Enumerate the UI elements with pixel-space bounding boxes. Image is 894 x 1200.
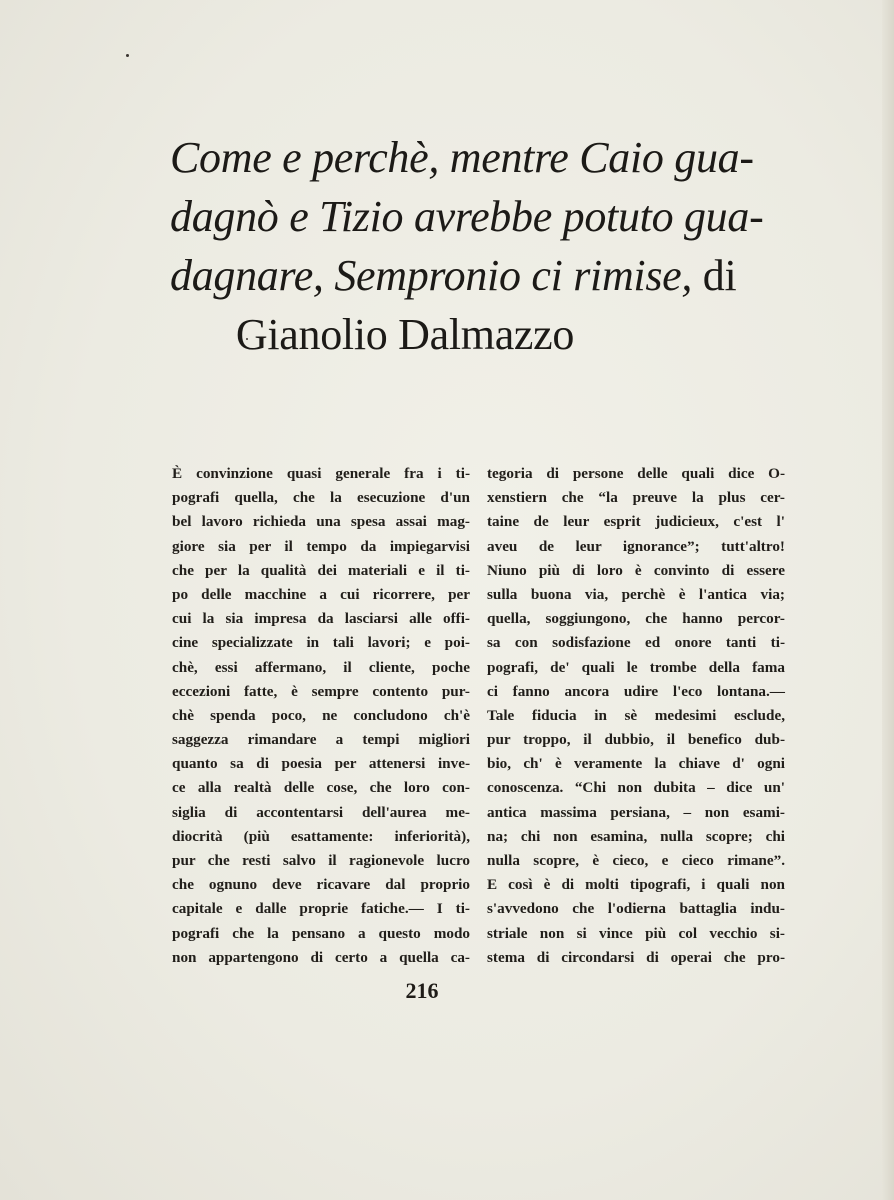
text-line: chè, essi affermano, il cliente, poche [172,658,470,676]
title-line: dagnò e Tizio avrebbe potuto gua- [170,192,764,241]
text-line: aveu de leur ignorance”; tutt'altro! [487,537,785,555]
text-line: sa con sodisfazione ed onore tanti ti- [487,634,785,652]
text-line: giore sia per il tempo da impiegarvisi [172,537,470,555]
title-line [170,246,790,305]
text-line: s'avvedono che l'odierna battaglia indu- [487,900,785,918]
text-line: capitale e dalle proprie fatiche.— I ti- [172,900,470,918]
text-line: Niuno più di loro è convinto di essere [487,561,785,579]
text-line: pur troppo, il dubbio, il benefico dub- [487,731,785,749]
ink-speck [126,54,129,57]
text-line: tegoria di persone delle quali dice O- [487,465,785,482]
text-line: che ognuno deve ricavare dal proprio [172,876,470,894]
text-line: xenstiern che “la preuve la plus cer- [487,489,785,507]
text-line: striale non si vince più col vecchio si- [487,924,785,942]
text-line: È convinzione quasi generale fra i ti- [172,465,470,482]
author-name: Gianolio Dalmazzo [235,310,575,359]
title-line-text: dagnare, Sempronio ci rimise, [170,251,693,300]
text-line: cui la sia impresa da lasciarsi alle offi- [172,610,470,628]
title-line: Come e perchè, mentre Caio gua- [170,133,754,182]
page-number: 216 [405,978,439,1003]
text-line: ci fanno ancora udire l'eco lontana.— [487,682,785,700]
text-line: Tale fiducia in sè medesimi esclude, [487,706,785,724]
text-line: antica massima persiana, – non esami- [487,803,785,821]
text-line: diocrità (più esattamente: inferiorità), [172,827,470,845]
article-title [170,128,790,364]
text-line: pografi, de' quali le trombe della fama [487,658,785,676]
text-line: eccezioni fatte, è sempre contento pur- [172,682,470,700]
text-line: saggezza rimandare a tempi migliori [172,731,470,749]
text-line: cine specializzate in tali lavori; e poi- [172,634,470,652]
text-line: quanto sa di poesia per attenersi inve- [172,755,470,773]
title-di: di [702,251,737,300]
text-line: che per la qualità dei materiali e il ti- [172,561,470,579]
text-line: chè spenda poco, ne concludono ch'è [172,706,470,724]
text-line: ce alla realtà delle cose, che loro con- [172,779,470,797]
text-line: bio, ch' è veramente la chiave d' ogni [487,755,785,773]
text-line: E così è di molti tipografi, i quali non [487,876,785,894]
text-line: siglia di accontentarsi dell'aurea me- [172,803,470,821]
text-line: non appartengono di certo a quella ca- [172,948,470,966]
text-line: pur che resti salvo il ragionevole lucro [172,852,470,869]
text-line: pografi che la pensano a questo modo [172,924,470,942]
text-line: bel lavoro richieda una spesa assai mag- [172,513,470,531]
page-edge [882,0,894,1200]
text-line: pografi quella, che la esecuzione d'un [172,489,470,507]
right-column [487,462,785,970]
text-line: conoscenza. “Chi non dubita – dice un' [487,779,785,797]
text-line: stema di circondarsi di operai che pro- [487,948,785,966]
text-line: nulla scopre, è cieco, e cieco rimane”. [487,852,785,869]
text-line: na; chi non esamina, nulla scopre; chi [487,827,785,845]
text-line: taine de leur esprit judicieux, c'est l' [487,513,785,531]
left-column [172,462,470,970]
text-line: sulla buona via, perchè è l'antica via; [487,585,785,603]
text-line: quella, soggiungono, che hanno percor- [487,610,785,628]
text-line: po delle macchine a cui ricorrere, per [172,585,470,603]
